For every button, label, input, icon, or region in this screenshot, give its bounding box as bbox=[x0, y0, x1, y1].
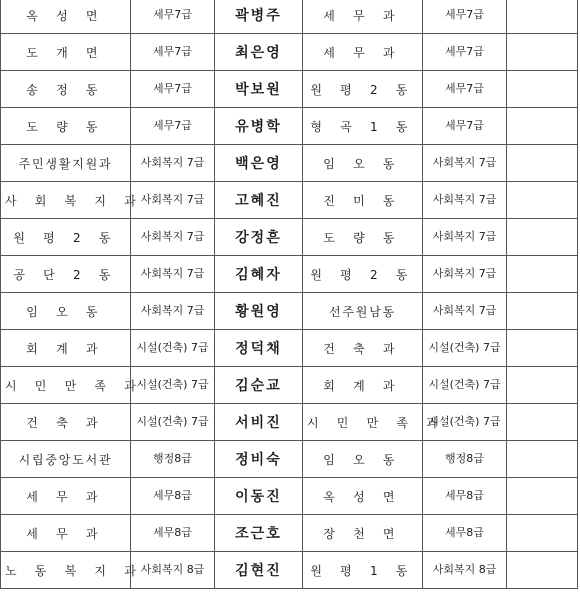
remarks-cell bbox=[507, 293, 578, 330]
to-grade-cell: 세무7급 bbox=[423, 71, 507, 108]
to-grade-cell: 사회복지 7급 bbox=[423, 293, 507, 330]
from-grade-cell: 세무7급 bbox=[131, 71, 215, 108]
from-department-cell: 주민생활지원과 bbox=[1, 145, 131, 182]
remarks-cell bbox=[507, 367, 578, 404]
from-department-cell: 원 평 2 동 bbox=[1, 219, 131, 256]
employee-name-cell: 정비숙 bbox=[215, 441, 303, 478]
table-row bbox=[1, 404, 578, 441]
table-row bbox=[1, 0, 578, 34]
from-department-cell: 도 량 동 bbox=[1, 108, 131, 145]
from-grade-cell: 세무7급 bbox=[131, 0, 215, 34]
to-grade-cell: 시설(건축) 7급 bbox=[423, 367, 507, 404]
to-department-cell: 진 미 동 bbox=[303, 182, 423, 219]
remarks-cell bbox=[507, 71, 578, 108]
employee-name-cell: 김순교 bbox=[215, 367, 303, 404]
to-department-cell: 원 평 1 동 bbox=[303, 552, 423, 589]
employee-name-cell: 정덕채 bbox=[215, 330, 303, 367]
to-department-cell: 임 오 동 bbox=[303, 145, 423, 182]
to-grade-cell: 세무8급 bbox=[423, 515, 507, 552]
from-grade-cell: 사회복지 7급 bbox=[131, 293, 215, 330]
remarks-cell bbox=[507, 404, 578, 441]
to-grade-cell: 세무7급 bbox=[423, 0, 507, 34]
from-grade-cell: 사회복지 7급 bbox=[131, 145, 215, 182]
table-row bbox=[1, 330, 578, 367]
from-grade-cell: 시설(건축) 7급 bbox=[131, 330, 215, 367]
table-row bbox=[1, 367, 578, 404]
from-department-cell: 사 회 복 지 과 bbox=[1, 182, 131, 219]
table-row bbox=[1, 478, 578, 515]
from-department-cell: 도 개 면 bbox=[1, 34, 131, 71]
from-grade-cell: 시설(건축) 7급 bbox=[131, 367, 215, 404]
from-department-cell: 세 무 과 bbox=[1, 515, 131, 552]
to-department-cell: 회 계 과 bbox=[303, 367, 423, 404]
to-grade-cell: 사회복지 7급 bbox=[423, 145, 507, 182]
to-department-cell: 원 평 2 동 bbox=[303, 256, 423, 293]
table-row bbox=[1, 256, 578, 293]
to-grade-cell: 세무7급 bbox=[423, 108, 507, 145]
to-grade-cell: 세무7급 bbox=[423, 34, 507, 71]
to-grade-cell: 시설(건축) 7급 bbox=[423, 330, 507, 367]
from-grade-cell: 사회복지 7급 bbox=[131, 256, 215, 293]
to-grade-cell: 시설(건축) 7급 bbox=[423, 404, 507, 441]
employee-name-cell: 박보원 bbox=[215, 71, 303, 108]
to-department-cell: 임 오 동 bbox=[303, 441, 423, 478]
from-department-cell: 공 단 2 동 bbox=[1, 256, 131, 293]
from-department-cell: 옥 성 면 bbox=[1, 0, 131, 34]
to-department-cell: 옥 성 면 bbox=[303, 478, 423, 515]
employee-name-cell: 김혜자 bbox=[215, 256, 303, 293]
to-department-cell: 형 곡 1 동 bbox=[303, 108, 423, 145]
from-grade-cell: 세무8급 bbox=[131, 478, 215, 515]
table-row bbox=[1, 293, 578, 330]
employee-name-cell: 백은영 bbox=[215, 145, 303, 182]
to-department-cell: 장 천 면 bbox=[303, 515, 423, 552]
employee-name-cell: 김현진 bbox=[215, 552, 303, 589]
remarks-cell bbox=[507, 256, 578, 293]
to-department-cell: 시 민 만 족 과 bbox=[303, 404, 423, 441]
remarks-cell bbox=[507, 108, 578, 145]
from-grade-cell: 사회복지 7급 bbox=[131, 219, 215, 256]
to-department-cell: 원 평 2 동 bbox=[303, 71, 423, 108]
from-department-cell: 시립중앙도서관 bbox=[1, 441, 131, 478]
remarks-cell bbox=[507, 219, 578, 256]
from-department-cell: 세 무 과 bbox=[1, 478, 131, 515]
from-grade-cell: 사회복지 8급 bbox=[131, 552, 215, 589]
employee-name-cell: 유병학 bbox=[215, 108, 303, 145]
employee-name-cell: 곽병주 bbox=[215, 0, 303, 34]
table-row bbox=[1, 71, 578, 108]
from-grade-cell: 시설(건축) 7급 bbox=[131, 404, 215, 441]
remarks-cell bbox=[507, 552, 578, 589]
to-grade-cell: 사회복지 8급 bbox=[423, 552, 507, 589]
to-grade-cell: 세무8급 bbox=[423, 478, 507, 515]
employee-name-cell: 이동진 bbox=[215, 478, 303, 515]
from-grade-cell: 세무7급 bbox=[131, 34, 215, 71]
table-row bbox=[1, 108, 578, 145]
table-row bbox=[1, 219, 578, 256]
remarks-cell bbox=[507, 182, 578, 219]
to-grade-cell: 사회복지 7급 bbox=[423, 219, 507, 256]
remarks-cell bbox=[507, 441, 578, 478]
from-grade-cell: 행정8급 bbox=[131, 441, 215, 478]
from-department-cell: 시 민 만 족 과 bbox=[1, 367, 131, 404]
from-department-cell: 송 정 동 bbox=[1, 71, 131, 108]
table-row bbox=[1, 441, 578, 478]
remarks-cell bbox=[507, 0, 578, 34]
from-grade-cell: 세무7급 bbox=[131, 108, 215, 145]
employee-name-cell: 황원영 bbox=[215, 293, 303, 330]
to-department-cell: 도 량 동 bbox=[303, 219, 423, 256]
from-department-cell: 건 축 과 bbox=[1, 404, 131, 441]
to-grade-cell: 사회복지 7급 bbox=[423, 256, 507, 293]
employee-name-cell: 고혜진 bbox=[215, 182, 303, 219]
table-row bbox=[1, 182, 578, 219]
remarks-cell bbox=[507, 145, 578, 182]
from-department-cell: 임 오 동 bbox=[1, 293, 131, 330]
to-department-cell: 선주원남동 bbox=[303, 293, 423, 330]
table-row bbox=[1, 552, 578, 589]
table-row bbox=[1, 34, 578, 71]
employee-name-cell: 최은영 bbox=[215, 34, 303, 71]
from-department-cell: 노 동 복 지 과 bbox=[1, 552, 131, 589]
table-row bbox=[1, 515, 578, 552]
from-grade-cell: 사회복지 7급 bbox=[131, 182, 215, 219]
to-grade-cell: 행정8급 bbox=[423, 441, 507, 478]
to-grade-cell: 사회복지 7급 bbox=[423, 182, 507, 219]
from-grade-cell: 세무8급 bbox=[131, 515, 215, 552]
table-row bbox=[1, 145, 578, 182]
employee-name-cell: 조근호 bbox=[215, 515, 303, 552]
personnel-transfer-table-body bbox=[1, 0, 578, 589]
employee-name-cell: 강정흔 bbox=[215, 219, 303, 256]
employee-name-cell: 서비진 bbox=[215, 404, 303, 441]
remarks-cell bbox=[507, 34, 578, 71]
to-department-cell: 세 무 과 bbox=[303, 0, 423, 34]
to-department-cell: 세 무 과 bbox=[303, 34, 423, 71]
remarks-cell bbox=[507, 515, 578, 552]
remarks-cell bbox=[507, 478, 578, 515]
to-department-cell: 건 축 과 bbox=[303, 330, 423, 367]
from-department-cell: 회 계 과 bbox=[1, 330, 131, 367]
remarks-cell bbox=[507, 330, 578, 367]
